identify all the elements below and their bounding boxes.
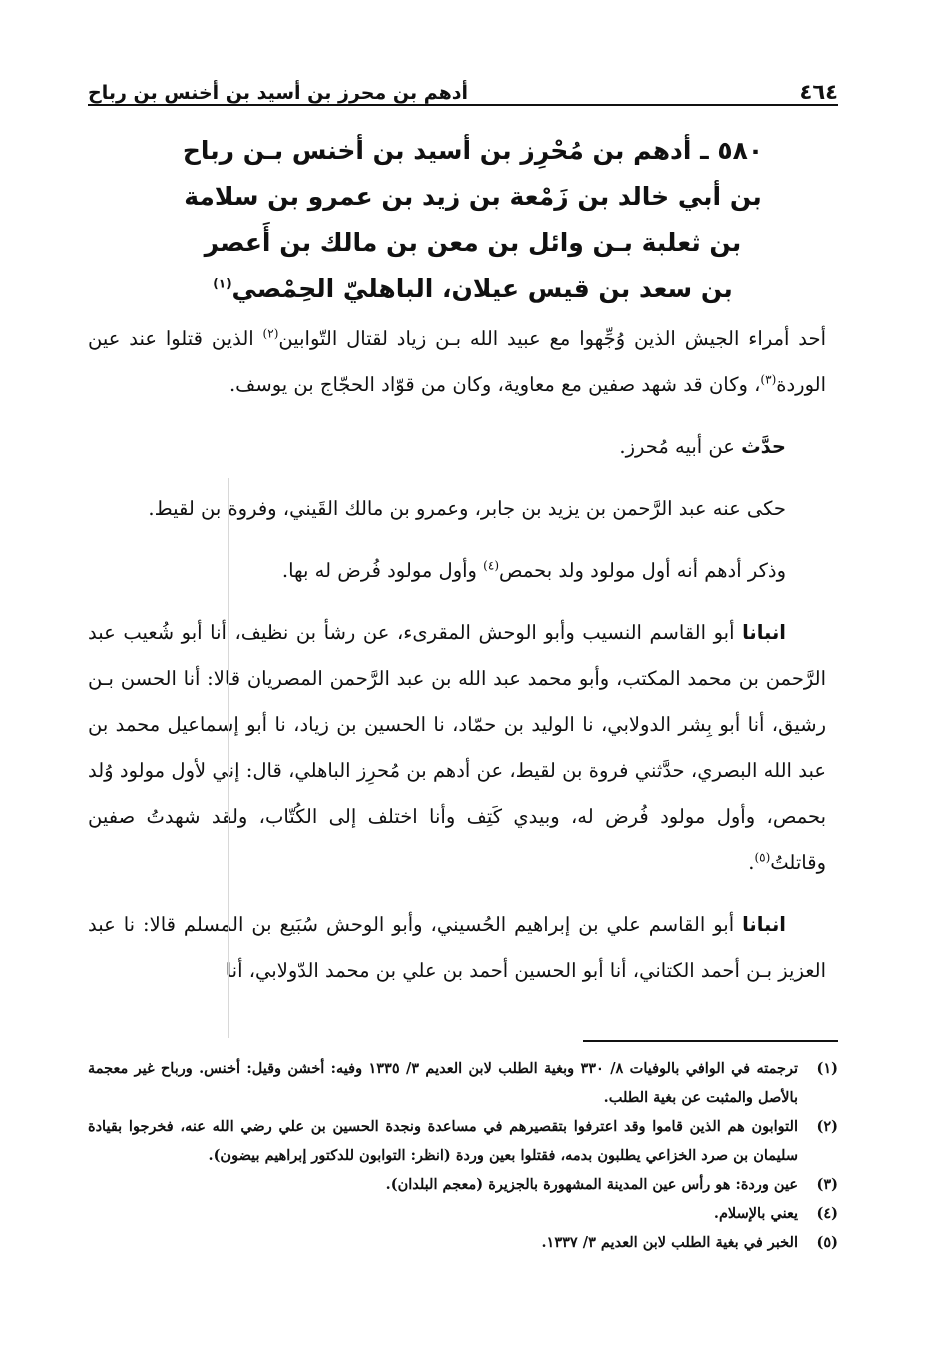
footnote-text: ترجمته في الوافي بالوفيات ٨/ ٣٣٠ وبغية الطلب لابن العديم ٣/ ١٣٣٥ وفيه: أخشن وقيل: أخنس. ورباح غير معجمة بالأصل والمثبت عن بغية الطلب. xyxy=(88,1060,798,1106)
paragraph-text: وذكر أدهم أنه أول مولود ولد بحمص xyxy=(499,559,786,582)
footnote xyxy=(88,1170,838,1199)
paragraph xyxy=(88,548,826,594)
footnote-text: التوابون هم الذين قاموا وقد اعترفوا بتقصيرهم في مساعدة ونجدة الحسين بن علي رضي الله عنه، فخرجوا بقيادة سليمان بن صرد الخزاعي يطلبون بدمه، فقتلوا بعين وردة (انظر: التوابون للدكتور إبراهيم بيضون). xyxy=(88,1118,798,1164)
paragraph xyxy=(88,902,826,994)
heading-line-text: بن سعد بن قيس عيلان، الباهليّ الحِمْصي xyxy=(231,274,733,303)
footnote xyxy=(88,1199,838,1228)
paragraph-text: أبو القاسم النسيب وأبو الوحش المقرىء، عن رشأ بن نظيف، أنا أبو شُعيب عبد الرَّحمن بن محمد المكتب، وأبو محمد عبد الله بن عبد الرَّحمن المصريان قالا: أنا الحسن بـن رشيق، أنا أبو بِشر الدولابي، نا الوليد بن حمّاد، نا الحسين بن زياد، نا أبو إسماعيل محمد بن عبد الله البصري، حدَّثني فروة بن لقيط، عن أدهم بن مُحرِز الباهلي، قال: إني لأول مولود وُلد بحمص، وأول مولود فُرض له، وبيدي كَتِف وأنا اختلف إلى الكُتّاب، ولقد شهدتُ صفين وقاتلتُ xyxy=(88,621,826,874)
running-header xyxy=(88,58,838,104)
paragraph-lead-word: انبانا xyxy=(742,621,786,644)
heading-line: ٥٨٠ ـ أدهم بن مُحْرِز بن أسيد بن أخنس بـن رباح xyxy=(182,136,764,165)
entry-heading xyxy=(120,128,826,312)
paragraph-text: وأول مولود فُرض له بها. xyxy=(281,559,484,582)
footnote xyxy=(88,1054,838,1112)
paragraph-text: . xyxy=(748,851,755,874)
heading-line: بن ثعلبة بـن وائل بن معن بن مالك بن أَعصر xyxy=(204,228,742,257)
paragraph-text: الذين قتلوا عند عين الوردة xyxy=(88,327,826,396)
footnote-text: عين وردة: هو رأس عين المدينة المشهورة بالجزيرة (معجم البلدان). xyxy=(385,1176,798,1193)
footnote-rule xyxy=(583,1040,838,1042)
paragraph-text: أبو القاسم علي بن إبراهيم الحُسيني، وأبو الوحش سُبَيع بن المسلم قالا: نا عبد العزيز بـن أحمد الكتاني، أنا أبو الحسين أحمد بن علي بن محمد الدّولابي، أنا xyxy=(88,913,826,982)
paragraph-text: أحد أمراء الجيش الذين وُجِّهوا مع عبيد الله بـن زياد لقتال التّوابين xyxy=(278,327,827,350)
footnote-ref: (٤) xyxy=(483,558,499,573)
heading-footnote-ref: (١) xyxy=(213,276,232,291)
paragraph xyxy=(88,486,826,532)
footnotes xyxy=(88,1054,838,1257)
footnote xyxy=(88,1228,838,1257)
footnote xyxy=(88,1112,838,1170)
footnote-ref: (٣) xyxy=(760,372,777,387)
footnote-text: يعني بالإسلام. xyxy=(713,1205,798,1222)
footnote-number: (٤) xyxy=(816,1205,838,1222)
paragraph-text: ، وكان قد شهد صفين مع معاوية، وكان من قوّاد الحجّاج بن يوسف. xyxy=(228,373,761,396)
scan-artifact-line xyxy=(228,478,229,1038)
footnote-number: (٥) xyxy=(816,1234,838,1251)
paragraph xyxy=(88,424,826,470)
paragraph-text: حكى عنه عبد الرَّحمن بن يزيد بن جابر، وعمرو بن مالك القَيني، وفروة بن لقيط. xyxy=(148,497,786,520)
paragraph-lead-word: حدَّث xyxy=(741,435,786,458)
paragraph-text: عن أبيه مُحرز. xyxy=(619,435,742,458)
heading-line: بن أبي خالد بن زَمْعة بن زيد بن عمرو بن سلامة xyxy=(184,182,762,211)
heading-line xyxy=(120,266,826,312)
footnote-ref: (٢) xyxy=(262,326,279,341)
footnote-text: الخبر في بغية الطلب لابن العديم ٣/ ١٣٣٧. xyxy=(541,1234,798,1251)
footnote-number: (٣) xyxy=(816,1176,838,1193)
header-rule xyxy=(88,104,838,106)
running-title: أدهم بن محرز بن أسيد بن أخنس بن رباح xyxy=(88,82,469,104)
footnote-ref: (٥) xyxy=(754,850,771,865)
footnote-number: (١) xyxy=(816,1060,838,1077)
paragraph xyxy=(88,316,826,408)
footnote-number: (٢) xyxy=(816,1118,838,1135)
page-number: ٤٦٤ xyxy=(799,80,838,104)
paragraph-lead-word: انبانا xyxy=(742,913,786,936)
body-text xyxy=(88,316,826,1010)
paragraph xyxy=(88,610,826,886)
